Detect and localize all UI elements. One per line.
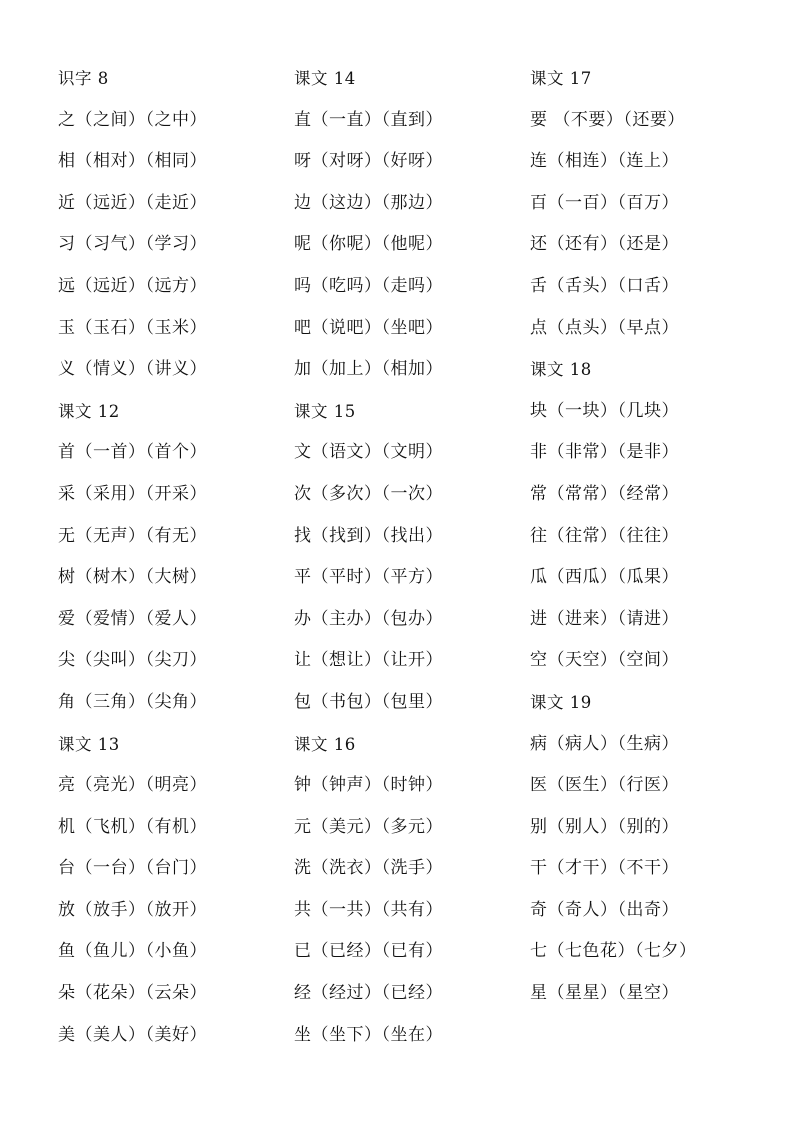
vocab-entry: 常（常常）（经常） xyxy=(530,483,679,504)
vocab-entry: 让（想让）（让开） xyxy=(294,650,443,671)
vocab-entry: 相（相对）（相同） xyxy=(58,151,207,172)
lesson-heading: 课文 17 xyxy=(530,69,592,88)
vocab-entry: 进（进来）（请进） xyxy=(530,608,679,629)
vocab-entry: 玉（玉石）（玉米） xyxy=(58,317,207,338)
vocab-entry: 经（经过）（已经） xyxy=(294,983,443,1004)
vocab-entry: 采（采用）（开采） xyxy=(58,483,207,504)
vocab-entry: 呀（对呀）（好呀） xyxy=(294,151,443,172)
vocab-entry: 爱（爱情）（爱人） xyxy=(58,608,207,629)
lesson-heading: 识字 8 xyxy=(58,69,109,88)
vocab-entry: 要 （不要）（还要） xyxy=(530,109,685,130)
vocab-entry: 角（三角）（尖角） xyxy=(58,691,207,712)
lesson-heading: 课文 16 xyxy=(294,734,356,754)
vocab-entry: 无（无声）（有无） xyxy=(58,525,207,546)
vocab-entry: 空（天空）（空间） xyxy=(530,650,679,671)
vocab-entry: 习（习气）（学习） xyxy=(58,234,207,255)
vocab-entry: 包（书包）（包里） xyxy=(294,691,443,712)
vocab-entry: 鱼（鱼儿）（小鱼） xyxy=(58,941,207,962)
vocab-entry: 办（主办）（包办） xyxy=(294,608,443,629)
vocab-entry: 义（情义）（讲义） xyxy=(58,359,207,380)
vocab-entry: 块（一块）（几块） xyxy=(530,400,679,421)
vocab-entry: 干（才干）（不干） xyxy=(530,858,679,879)
vocab-entry: 星（星星）（星空） xyxy=(530,983,679,1004)
vocab-entry: 点（点头）（早点） xyxy=(530,317,679,338)
lesson-heading: 课文 15 xyxy=(294,401,356,421)
vocab-entry: 之（之间）（之中） xyxy=(58,109,207,130)
vocab-entry: 奇（奇人）（出奇） xyxy=(530,899,679,920)
vocab-entry: 直（一直）（直到） xyxy=(294,109,443,130)
vocab-entry: 远（远近）（远方） xyxy=(58,275,207,296)
vocab-entry: 美（美人）（美好） xyxy=(58,1024,207,1045)
vocab-column-2 xyxy=(294,58,529,1056)
vocab-column-3 xyxy=(530,58,765,1015)
vocab-entry: 钟（钟声）（时钟） xyxy=(294,775,443,796)
vocab-entry: 元（美元）（多元） xyxy=(294,816,443,837)
vocab-entry: 加（加上）（相加） xyxy=(294,359,443,380)
vocab-entry: 七（七色花）（七夕） xyxy=(530,941,697,962)
vocab-column-1 xyxy=(58,58,293,1056)
vocab-entry: 连（相连）（连上） xyxy=(530,151,679,172)
vocab-entry: 坐（坐下）（坐在） xyxy=(294,1024,443,1045)
vocab-entry: 找（找到）（找出） xyxy=(294,525,443,546)
vocab-entry: 树（树木）（大树） xyxy=(58,567,207,588)
vocab-entry: 首（一首）（首个） xyxy=(58,442,207,463)
vocab-entry: 往（往常）（往往） xyxy=(530,525,679,546)
vocab-entry: 医（医生）（行医） xyxy=(530,775,679,796)
vocab-entry: 近（远近）（走近） xyxy=(58,192,207,213)
vocab-entry: 朵（花朵）（云朵） xyxy=(58,983,207,1004)
lesson-heading: 课文 14 xyxy=(294,69,356,88)
vocab-entry: 还（还有）（还是） xyxy=(530,234,679,255)
vocab-entry: 次（多次）（一次） xyxy=(294,483,443,504)
vocab-entry: 平（平时）（平方） xyxy=(294,567,443,588)
vocab-entry: 机（飞机）（有机） xyxy=(58,816,207,837)
lesson-heading: 课文 13 xyxy=(58,734,120,754)
vocab-entry: 洗（洗衣）（洗手） xyxy=(294,858,443,879)
vocab-entry: 吧（说吧）（坐吧） xyxy=(294,317,443,338)
vocab-entry: 非（非常）（是非） xyxy=(530,442,679,463)
vocab-entry: 边（这边）（那边） xyxy=(294,192,443,213)
vocab-entry: 舌（舌头）（口舌） xyxy=(530,275,679,296)
lesson-heading: 课文 19 xyxy=(530,692,592,712)
vocab-entry: 尖（尖叫）（尖刀） xyxy=(58,650,207,671)
vocab-entry: 共（一共）（共有） xyxy=(294,899,443,920)
vocab-entry: 别（别人）（别的） xyxy=(530,816,679,837)
lesson-heading: 课文 12 xyxy=(58,401,120,421)
vocab-entry: 已（已经）（已有） xyxy=(294,941,443,962)
vocab-entry: 亮（亮光）（明亮） xyxy=(58,775,207,796)
vocab-entry: 吗（吃吗）（走吗） xyxy=(294,275,443,296)
lesson-heading: 课文 18 xyxy=(530,360,592,380)
vocab-entry: 放（放手）（放开） xyxy=(58,899,207,920)
vocab-entry: 呢（你呢）（他呢） xyxy=(294,234,443,255)
vocab-entry: 文（语文）（文明） xyxy=(294,442,443,463)
vocab-entry: 病（病人）（生病） xyxy=(530,733,679,754)
vocab-entry: 台（一台）（台门） xyxy=(58,858,207,879)
vocab-entry: 百（一百）（百万） xyxy=(530,192,679,213)
vocab-entry: 瓜（西瓜）（瓜果） xyxy=(530,567,679,588)
